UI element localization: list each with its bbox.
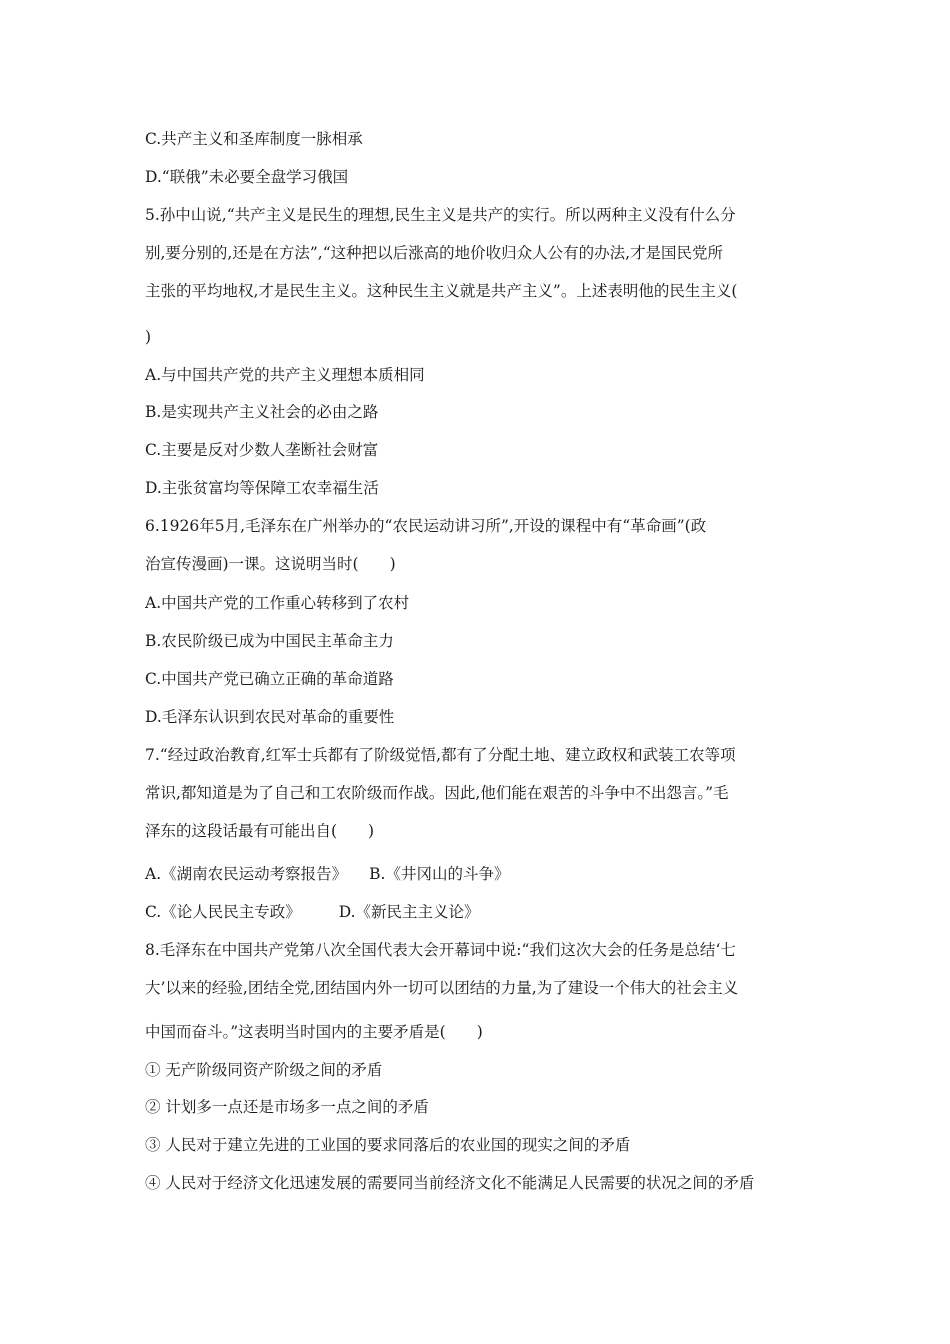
question-8-item-1: ① 无产阶级同资产阶级之间的矛盾 [145, 1061, 383, 1079]
question-5-stem-line2: 别,要分别的,还是在方法”,“这种把以后涨高的地价收归众人公有的办法,才是国民党所 [145, 244, 724, 262]
question-7-stem-line3: 泽东的这段话最有可能出自( ) [145, 822, 375, 840]
question-5-stem-line1: 5.孙中山说,“共产主义是民生的理想,民生主义是共产的实行。所以两种主义没有什么分 [145, 206, 736, 224]
question-5-option-b: B.是实现共产主义社会的必由之路 [145, 403, 379, 421]
question-6-option-b: B.农民阶级已成为中国民主革命主力 [145, 632, 394, 650]
question-5-option-a: A.与中国共产党的共产主义理想本质相同 [145, 366, 425, 384]
question-8-item-4: ④ 人民对于经济文化迅速发展的需要同当前经济文化不能满足人民需要的状况之间的矛盾 [145, 1174, 755, 1192]
question-6-option-a: A.中国共产党的工作重心转移到了农村 [145, 594, 410, 612]
question-5-stem-line3: 主张的平均地权,才是民生主义。这种民生主义就是共产主义”。上述表明他的民生主义( [145, 282, 738, 300]
question-7-option-a: A.《湖南农民运动考察报告》 [145, 865, 348, 883]
question-8-stem-line2: 大’以来的经验,团结全党,团结国内外一切可以团结的力量,为了建设一个伟大的社会主义 [145, 979, 739, 997]
question-7-option-c: C.《论人民民主专政》 [145, 903, 301, 921]
question-5-stem-line4: ) [145, 328, 152, 346]
question-7-options-row1 [145, 864, 815, 884]
question-7-stem-line2: 常识,都知道是为了自己和工农阶级而作战。因此,他们能在艰苦的斗争中不出怨言。”毛 [145, 784, 729, 802]
question-7-option-d: D.《新民主主义论》 [338, 903, 480, 921]
question-8-stem-line1: 8.毛泽东在中国共产党第八次全国代表大会开幕词中说:“我们这次大会的任务是总结‘七 [145, 941, 736, 959]
question-5-option-d: D.主张贫富均等保障工农幸福生活 [145, 479, 379, 497]
question-7-options-row2 [145, 902, 815, 922]
question-5-option-c: C.主要是反对少数人垄断社会财富 [145, 441, 379, 459]
question-8-stem-line3: 中国而奋斗。”这表明当时国内的主要矛盾是( ) [145, 1023, 483, 1041]
question-7-option-b: B.《井冈山的斗争》 [369, 865, 510, 883]
question-7-stem-line1: 7.“经过政治教育,红军士兵都有了阶级觉悟,都有了分配土地、建立政权和武装工农等项 [145, 746, 736, 764]
question-6-option-d: D.毛泽东认识到农民对革命的重要性 [145, 708, 395, 726]
option-d-prev: D.“联俄”未必要全盘学习俄国 [145, 168, 349, 186]
question-6-option-c: C.中国共产党已确立正确的革命道路 [145, 670, 394, 688]
question-6-stem-line2: 治宣传漫画)一课。这说明当时( ) [145, 555, 396, 573]
question-6-stem-line1: 6.1926年5月,毛泽东在广州举办的“农民运动讲习所”,开设的课程中有“革命画”(政 [145, 517, 707, 535]
question-8-item-3: ③ 人民对于建立先进的工业国的要求同落后的农业国的现实之间的矛盾 [145, 1136, 631, 1154]
question-8-item-2: ② 计划多一点还是市场多一点之间的矛盾 [145, 1098, 429, 1116]
option-c-prev: C.共产主义和圣库制度一脉相承 [145, 130, 363, 148]
